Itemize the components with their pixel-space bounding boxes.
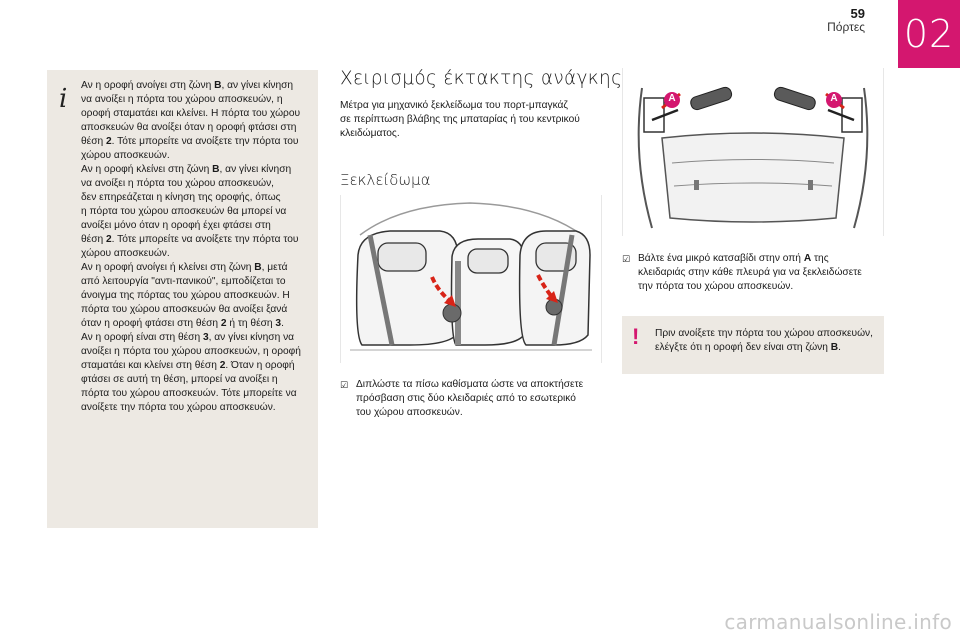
bullet-mark: ☑ (340, 380, 349, 390)
info-line: οροφή σταματάει και κλείνει. Η πόρτα του χώρου (81, 108, 301, 119)
seat-illustration (340, 195, 602, 363)
info-line: αποσκευών θα ανοίξει όταν η οροφή φτάσει στη (81, 122, 297, 133)
section-name: Πόρτες (827, 20, 865, 34)
info-line: ανοίξει η πόρτα του χώρου αποσκευών, η οροφή (81, 346, 301, 357)
step-2-text (638, 252, 884, 294)
warning-line: ελέγξτε ότι η οροφή δεν είναι στη ζώνη B. (655, 342, 841, 353)
info-line: από λειτουργία "αντι-πανικού", εμποδίζεται το (81, 276, 286, 287)
info-icon: i (59, 84, 68, 114)
page-number: 59 (850, 6, 865, 21)
info-box (47, 70, 318, 528)
info-text (81, 79, 308, 415)
info-line: άνοιγμα της πόρτας του χώρου αποσκευών. Η (81, 290, 290, 301)
info-line: χώρου αποσκευών. (81, 248, 170, 259)
info-line: θέση 2. Τότε μπορείτε να ανοίξετε την πόρτα του (81, 234, 299, 245)
bullet-mark: ☑ (622, 254, 631, 264)
intro-line: σε περίπτωση βλάβης της μπαταρίας ή του κεντρικού (340, 114, 580, 125)
warning-icon: ! (632, 324, 640, 349)
step-1-line: πρόσβαση στις δύο κλειδαριές από το εσωτερικό (356, 393, 576, 404)
info-line: Αν η οροφή ανοίγει στη ζώνη B, αν γίνει κίνηση (81, 80, 294, 91)
warning-box (622, 316, 884, 374)
info-line: σταματάει και κλείνει στη θέση 2. Όταν η οροφή (81, 360, 295, 371)
callout-a-left: A (668, 93, 676, 104)
intro-text (340, 99, 606, 141)
subsection-title: Ξεκλείδωμα (340, 171, 431, 189)
step-1-text (356, 378, 606, 420)
watermark: carmanualsonline.info (724, 610, 952, 634)
info-line: η πόρτα του χώρου αποσκευών θα μπορεί να (81, 206, 287, 217)
info-line: να ανοίξει η πόρτα του χώρου αποσκευών, (81, 178, 275, 189)
info-line: χώρου αποσκευών. (81, 150, 170, 161)
chapter-tab[interactable]: 02 (898, 0, 960, 68)
info-line: θέση 2. Τότε μπορείτε να ανοίξετε την πόρτα του (81, 136, 299, 147)
section-title: Χειρισμός έκτακτης ανάγκης (340, 68, 623, 89)
step-2 (622, 252, 884, 294)
info-line: να ανοίξει η πόρτα του χώρου αποσκευών, η (81, 94, 283, 105)
main-column (340, 68, 623, 189)
warning-line: Πριν ανοίξετε την πόρτα του χώρου αποσκευών, (655, 328, 873, 339)
intro-line: Μέτρα για μηχανικό ξεκλείδωμα του πορτ-μπαγκάζ (340, 100, 568, 111)
trunk-lock-illustration (622, 68, 884, 236)
info-line: δεν επηρεάζεται η κίνηση της οροφής, όπως (81, 192, 281, 203)
info-line: φτάσει σε αυτή τη θέση, μπορεί να ανοίξει η (81, 374, 278, 385)
step-2-line: την πόρτα του χώρου αποσκευών. (638, 281, 794, 292)
info-line: Αν η οροφή ανοίγει ή κλείνει στη ζώνη B, μετά (81, 262, 288, 273)
step-2-line: Βάλτε ένα μικρό κατσαβίδι στην οπή A της (638, 253, 829, 264)
info-line: ανοίξει μόνο όταν η οροφή έχει φτάσει στη (81, 220, 271, 231)
info-line: πόρτα του χώρου αποσκευών. Τότε μπορείτε να (81, 388, 297, 399)
intro-line: κλειδώματος. (340, 128, 400, 139)
info-line: πόρτα του χώρου αποσκευών θα ανοίξει ξανά (81, 304, 288, 315)
step-1-line: του χώρου αποσκευών. (356, 407, 463, 418)
step-1-line: Διπλώστε τα πίσω καθίσματα ώστε να αποκτήσετε (356, 379, 584, 390)
step-1 (340, 378, 606, 420)
callout-a-right: A (830, 93, 838, 104)
step-2-line: κλειδαριάς στην κάθε πλευρά για να ξεκλειδώσετε (638, 267, 862, 278)
info-line: Αν η οροφή κλείνει στη ζώνη B, αν γίνει κίνηση (81, 164, 292, 175)
info-line: Αν η οροφή είναι στη θέση 3, αν γίνει κίνηση να (81, 332, 295, 343)
info-line: όταν η οροφή φτάσει στη θέση 2 ή τη θέση 3. (81, 318, 284, 329)
warning-text (655, 327, 874, 355)
info-line: ανοίξετε την πόρτα του χώρου αποσκευών. (81, 402, 276, 413)
